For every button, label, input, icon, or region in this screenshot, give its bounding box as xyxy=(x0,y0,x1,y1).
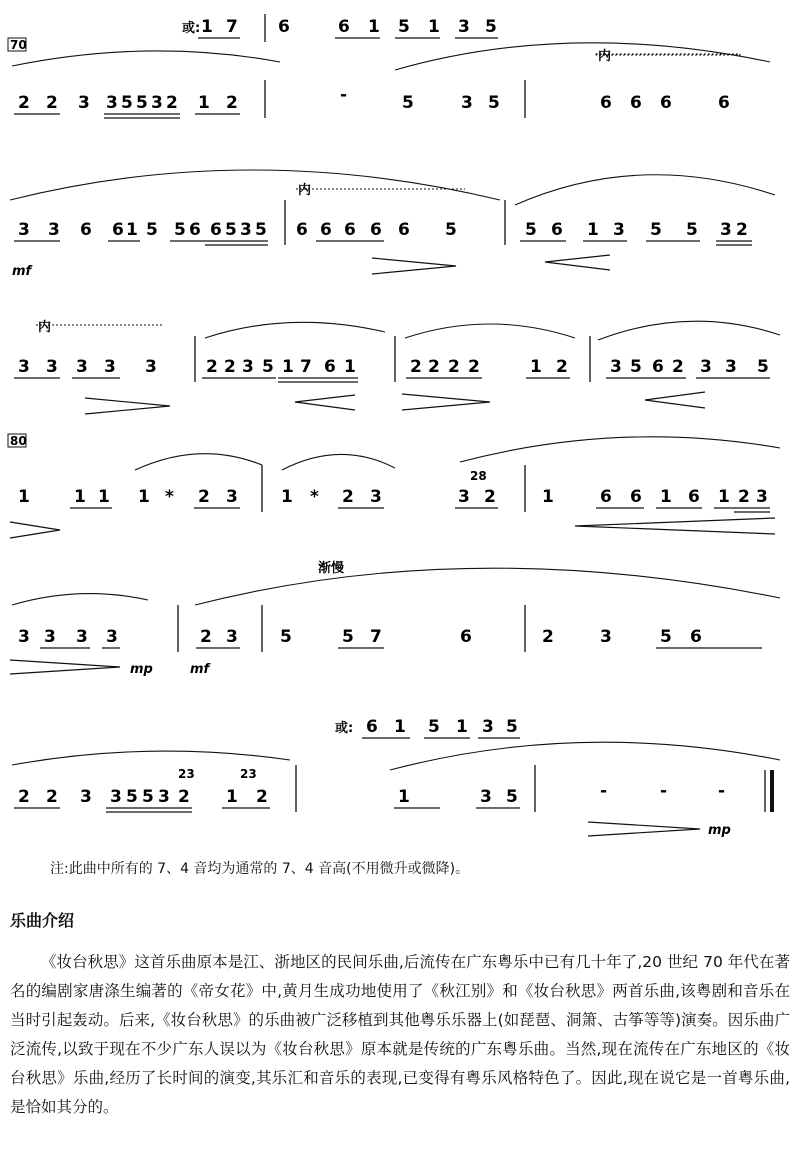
score-note: 1 xyxy=(660,487,672,507)
score-note: 6 xyxy=(210,220,222,240)
score-note: 5 xyxy=(650,220,662,240)
score-note: 1 xyxy=(281,487,293,507)
score-row-3 xyxy=(14,319,780,414)
score-note: 5 xyxy=(342,627,354,647)
score-note: 2 xyxy=(468,357,480,377)
score-note: 3 xyxy=(461,93,473,113)
measure-number: 70 xyxy=(10,38,27,52)
score-note: 3 xyxy=(370,487,382,507)
score-note: 6 xyxy=(320,220,332,240)
score-note: 2 xyxy=(46,93,58,113)
score-note: 5 xyxy=(757,357,769,377)
score-note: 2 xyxy=(200,627,212,647)
score-note: 3 xyxy=(104,357,116,377)
score-note: 2 xyxy=(166,93,178,113)
score-note: 2 xyxy=(198,487,210,507)
score-note: 6 xyxy=(370,220,382,240)
score-note: 3 xyxy=(76,627,88,647)
score-note: 5 xyxy=(225,220,237,240)
score-note: 2 xyxy=(224,357,236,377)
score-note: 2 xyxy=(18,93,30,113)
score-note: 2 xyxy=(206,357,218,377)
score-note: 3 xyxy=(106,93,118,113)
score-note: 2 xyxy=(342,487,354,507)
score-note: 3 xyxy=(158,787,170,807)
alt-note: 3 xyxy=(458,17,470,37)
score-note: 2 xyxy=(672,357,684,377)
score-note: 7 xyxy=(300,357,312,377)
score-note: 5 xyxy=(630,357,642,377)
score-note: 3 xyxy=(613,220,625,240)
svg-text:*: * xyxy=(310,487,319,507)
score-note: 3 xyxy=(756,487,768,507)
score-row-5 xyxy=(10,560,780,677)
score-footnote: 注:此曲中所有的 7、4 音均为通常的 7、4 音高(不用微升或微降)。 xyxy=(50,861,470,877)
dynamic-marking: mf xyxy=(12,264,32,279)
score-note: 1 xyxy=(138,487,150,507)
alt-note: 6 xyxy=(278,17,290,37)
score-note: 6 xyxy=(189,220,201,240)
score-note: 1 xyxy=(198,93,210,113)
alt-marking: 或: xyxy=(182,21,201,36)
alt-note: 5 xyxy=(398,17,410,37)
score-note: 2 xyxy=(178,787,190,807)
score-note: 2 xyxy=(448,357,460,377)
score-note: 2 xyxy=(556,357,568,377)
score-note: 5 xyxy=(525,220,537,240)
score-note: 3 xyxy=(700,357,712,377)
score-note: 1 xyxy=(344,357,356,377)
dynamic-marking: mf xyxy=(190,662,210,677)
score-note: 5 xyxy=(142,787,154,807)
score-note: 6 xyxy=(324,357,336,377)
score-note: 1 xyxy=(398,787,410,807)
inner-marking: 内 xyxy=(38,320,52,335)
alt-note: 3 xyxy=(482,717,494,737)
score-note: 3 xyxy=(44,627,56,647)
alt-note: 5 xyxy=(506,717,518,737)
score-note: 3 xyxy=(76,357,88,377)
score-note: 5 xyxy=(280,627,292,647)
score-note: 1 xyxy=(126,220,138,240)
score-note: 3 xyxy=(145,357,157,377)
dynamic-marking: mp xyxy=(130,662,153,677)
score-note: 5 xyxy=(686,220,698,240)
score-note: 1 xyxy=(74,487,86,507)
score-note: 3 xyxy=(610,357,622,377)
score-note: 6 xyxy=(600,93,612,113)
score-note: 5 xyxy=(146,220,158,240)
score-note: - xyxy=(340,85,348,105)
score-note: 3 xyxy=(18,627,30,647)
score-note: 6 xyxy=(600,487,612,507)
score-note: 6 xyxy=(630,487,642,507)
score-note: 3 xyxy=(18,220,30,240)
score-note: 2 xyxy=(256,787,268,807)
score-note: 6 xyxy=(344,220,356,240)
alt-note: 1 xyxy=(394,717,406,737)
score-note: 3 xyxy=(110,787,122,807)
score-note: 1 xyxy=(282,357,294,377)
score-note: 2 xyxy=(410,357,422,377)
score-note: 2 xyxy=(428,357,440,377)
measure-number: 80 xyxy=(10,434,27,448)
alt-note: 1 xyxy=(368,17,380,37)
svg-text:-: - xyxy=(660,781,668,801)
score-note: 5 xyxy=(136,93,148,113)
score-note: 5 xyxy=(660,627,672,647)
score-note: 5 xyxy=(121,93,133,113)
svg-text:-: - xyxy=(600,781,608,801)
score-note: 5 xyxy=(255,220,267,240)
score-row-6 xyxy=(12,717,780,838)
score-note: 3 xyxy=(48,220,60,240)
score-note: 2 xyxy=(736,220,748,240)
alt-note: 1 xyxy=(201,17,213,37)
score-note: 6 xyxy=(660,93,672,113)
score-note: 3 xyxy=(725,357,737,377)
score-note: 6 xyxy=(551,220,563,240)
score-note: 6 xyxy=(112,220,124,240)
score-note: 3 xyxy=(106,627,118,647)
score-note: 6 xyxy=(460,627,472,647)
intro-paragraph: 《妆台秋思》这首乐曲原本是江、浙地区的民间乐曲,后流传在广东粤乐中已有几十年了,20 世纪 70 年代在著名的编剧家唐涤生编著的《帝女花》中,黄月生成功地使用了《秋江别》和《妆台秋思》两首乐曲,该粤剧和音乐在当时引起轰动。后来,《妆台秋思》的乐曲被广泛移植到其他粤乐乐器上(如琵琶、洞箫、古筝等等)演奏。因乐曲广泛流传,以致于现在不少广东人误以为《妆台秋思》原本就是传统的广东粤乐曲。当然,现在流传在广东地区的《妆台秋思》乐曲,经历了长时间的演变,其乐汇和音乐的表现,已变得有粤乐风格特色了。因此,现在说它是一首粤乐曲,是恰如其分的。 xyxy=(10,953,790,1116)
score-note: 3 xyxy=(226,487,238,507)
score-note: 5 xyxy=(506,787,518,807)
score-note: 3 xyxy=(226,627,238,647)
score-row-1 xyxy=(8,14,770,118)
score-note: 3 xyxy=(151,93,163,113)
score-note: 3 xyxy=(720,220,732,240)
score-note: 5 xyxy=(488,93,500,113)
score-note: 2 xyxy=(226,93,238,113)
alt-note: 6 xyxy=(366,717,378,737)
score-note: 3 xyxy=(18,357,30,377)
score-note: 3 xyxy=(78,93,90,113)
inner-marking: 内 xyxy=(598,49,612,64)
score-note: 5 xyxy=(445,220,457,240)
alt-note: 5 xyxy=(485,17,497,37)
grace-note: 28 xyxy=(470,469,487,483)
score-note: 3 xyxy=(46,357,58,377)
svg-text:-: - xyxy=(718,781,726,801)
section-title: 乐曲介绍 xyxy=(10,911,75,930)
alt-note: 7 xyxy=(226,17,238,37)
score-note: 3 xyxy=(240,220,252,240)
score-row-2 xyxy=(10,170,775,279)
score-note: 5 xyxy=(126,787,138,807)
score-note: 5 xyxy=(262,357,274,377)
score-row-4 xyxy=(8,434,780,538)
score-note: 5 xyxy=(174,220,186,240)
alt-note: 1 xyxy=(456,717,468,737)
score-note: 2 xyxy=(484,487,496,507)
score-note: 1 xyxy=(530,357,542,377)
score-note: 6 xyxy=(296,220,308,240)
score-note: 5 xyxy=(402,93,414,113)
ritardando-marking: 渐慢 xyxy=(318,561,345,576)
svg-text:*: * xyxy=(165,487,174,507)
score-note: 3 xyxy=(458,487,470,507)
score-note: 1 xyxy=(98,487,110,507)
score-note: 6 xyxy=(652,357,664,377)
alt-marking: 或: xyxy=(335,721,354,736)
alt-note: 6 xyxy=(338,17,350,37)
score-note: 6 xyxy=(690,627,702,647)
score-note: 1 xyxy=(587,220,599,240)
score-note: 2 xyxy=(46,787,58,807)
score-note: 7 xyxy=(370,627,382,647)
dynamic-marking: mp xyxy=(708,823,731,838)
score-note: 3 xyxy=(600,627,612,647)
grace-note: 23 xyxy=(178,767,195,781)
score-note: 6 xyxy=(688,487,700,507)
inner-marking: 内 xyxy=(298,183,312,198)
score-note: 2 xyxy=(738,487,750,507)
score-note: 1 xyxy=(718,487,730,507)
alt-note: 5 xyxy=(428,717,440,737)
score-note: 6 xyxy=(718,93,730,113)
score-note: 3 xyxy=(480,787,492,807)
score-note: 6 xyxy=(80,220,92,240)
alt-note: 1 xyxy=(428,17,440,37)
score-note: 1 xyxy=(18,487,30,507)
score-note: 6 xyxy=(630,93,642,113)
score-note: 2 xyxy=(542,627,554,647)
score-note: 1 xyxy=(542,487,554,507)
score-note: 2 xyxy=(18,787,30,807)
grace-note: 23 xyxy=(240,767,257,781)
score-note: 1 xyxy=(226,787,238,807)
score-note: 3 xyxy=(242,357,254,377)
score-note: 6 xyxy=(398,220,410,240)
score-note: 3 xyxy=(80,787,92,807)
